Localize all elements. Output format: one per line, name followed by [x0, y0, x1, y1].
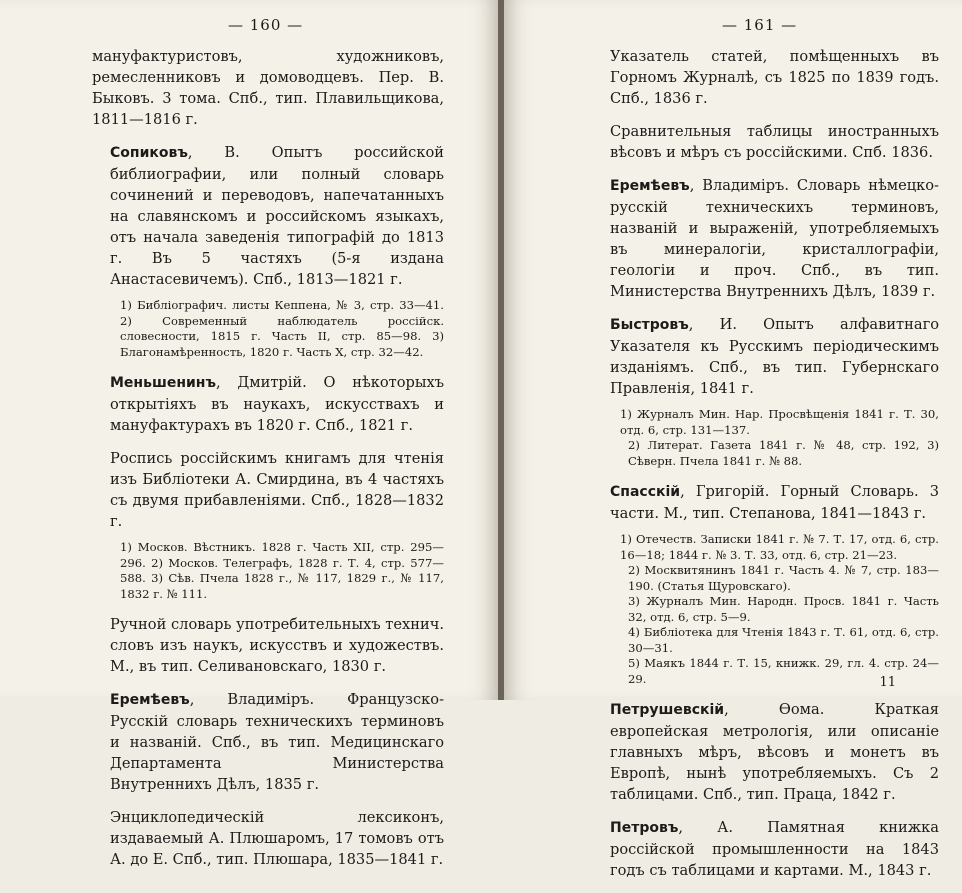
entry-text: мануфактуристовъ, художниковъ, ремесленниковъ и домоводцевъ. Пер. В. Быковъ. 3 тома. Спб., тип. Плавильщикова, 1811—1816 г.: [92, 48, 444, 128]
page-text-column: [592, 46, 939, 893]
bibliography-entry: [92, 689, 444, 795]
footnote-line: 4) Библіотека для Чтенія 1843 г. Т. 61, отд. 6, стр. 30—31.: [628, 625, 939, 655]
entry-author: Сопиковъ: [110, 145, 188, 161]
bibliography-entry: [592, 175, 939, 302]
footnote-line: 1) Журналъ Мин. Нар. Просвѣщенія 1841 г. Т. 30, отд. 6, стр. 131—137.: [620, 407, 939, 437]
footnote-line: 1) Москов. Вѣстникъ. 1828 г. Часть XII, стр. 295—296. 2) Москов. Телеграфъ, 1828 г. Т. 4, стр. 577—588. 3) Сѣв. Пчела 1828 г., № 117, 1829 г., № 117, 1832 г. № 111.: [120, 540, 444, 601]
bibliography-entry: [92, 372, 444, 436]
entry-author: Петровъ: [610, 820, 679, 836]
entry-author: Петрушевскій: [610, 702, 725, 718]
bibliography-entry: [592, 481, 939, 524]
entry-text: , Григорій. Горный Словарь. 3 части. М., тип. Степанова, 1841—1843 г.: [610, 483, 939, 522]
page-text-column: [92, 46, 444, 882]
footnote: [92, 298, 444, 360]
footnote: [592, 407, 939, 469]
bibliography-entry: [592, 817, 939, 881]
entry-author: Еремѣевъ: [610, 178, 690, 194]
right-page: [504, 0, 962, 879]
footnote-line: 2) Москвитянинъ 1841 г. Часть 4. № 7, стр. 183—190. (Статья Щуровскаго).: [628, 563, 939, 593]
entry-author: Быстровъ: [610, 317, 689, 333]
entry-text: , Владиміръ. Французско-Русскій словарь техническихъ терминовъ и названій. Спб., въ тип. Медицинскаго Департамента Министерства Внутреннихъ Дѣлъ, 1835 г.: [110, 691, 444, 793]
paragraph: [592, 121, 939, 163]
signature-mark: 11: [879, 675, 896, 690]
bibliography-entry: [92, 142, 444, 290]
entry-text: , И. Опытъ алфавитнаго Указателя къ Русскимъ періодическимъ изданіямъ. Спб., въ тип. Губернскаго Правленія, 1841 г.: [610, 316, 939, 397]
entry-author: Еремѣевъ: [110, 692, 190, 708]
page-number: — 160 —: [228, 16, 304, 34]
paragraph: [92, 807, 444, 870]
footnote-line: 1) Библіографич. листы Кеппена, № 3, стр. 33—41. 2) Современный наблюдатель россійск. словесности, 1815 г. Часть II, стр. 85—98. 3) Благонамѣренность, 1820 г. Часть X, стр. 32—42.: [120, 298, 444, 359]
entry-text: , Владиміръ. Словарь нѣмецко-русскій техническихъ терминовъ, названій и выраженій, употребляемыхъ въ минералогіи, кристаллографіи, геологіи и проч. Спб., въ тип. Министерства Внутреннихъ Дѣлъ, 1839 г.: [610, 177, 939, 300]
entry-text: , А. Памятная книжка россійской промышленности на 1843 годъ съ таблицами и картами. М., 1843 г.: [610, 819, 939, 879]
entry-text: , Дмитрій. О нѣкоторыхъ открытіяхъ въ наукахъ, искусствахъ и мануфактурахъ въ 1820 г. Спб., 1821 г.: [110, 374, 444, 434]
entry-author: Спасскій: [610, 484, 681, 500]
paragraph: [92, 614, 444, 677]
entry-text: Сравнительныя таблицы иностранныхъ вѣсовъ и мѣръ съ россійскими. Спб. 1836.: [610, 123, 939, 161]
paragraph: [92, 448, 444, 532]
entry-author: Меньшенинъ: [110, 375, 216, 391]
entry-text: Ручной словарь употребительныхъ технич. словъ изъ наукъ, искусствъ и художествъ. М., въ тип. Селивановскаго, 1830 г.: [110, 616, 444, 675]
entry-text: Указатель статей, помѣщенныхъ въ Горномъ Журналѣ, съ 1825 по 1839 годъ. Спб., 1836 г.: [610, 48, 939, 107]
footnote-line: 1) Отечеств. Записки 1841 г. № 7. Т. 17, отд. 6, стр. 16—18; 1844 г. № 3. Т. 33, отд. 6, стр. 21—23.: [620, 532, 939, 562]
page-number: — 161 —: [722, 16, 798, 34]
footnote-line: 5) Маякъ 1844 г. Т. 15, книжк. 29, гл. 4. стр. 24—29.: [628, 656, 939, 686]
footnote: [92, 540, 444, 602]
footnote: [592, 532, 939, 687]
entry-text: , Ѳома. Краткая европейская метрологія, или описаніе главныхъ мѣръ, вѣсовъ и монетъ въ Европѣ, нынѣ употребляемыхъ. Съ 2 таблицами. Спб., тип. Праца, 1842 г.: [610, 701, 939, 803]
entry-text: Роспись россійскимъ книгамъ для чтенія изъ Библіотеки А. Смирдина, въ 4 частяхъ съ двумя прибавленіями. Спб., 1828—1832 г.: [110, 450, 444, 530]
paragraph: [92, 46, 444, 130]
paragraph: [592, 46, 939, 109]
footnote-line: 3) Журналъ Мин. Народн. Просв. 1841 г. Часть 32, отд. 6, стр. 5—9.: [628, 594, 939, 624]
bibliography-entry: [592, 699, 939, 805]
entry-text: Энциклопедическій лексиконъ, издаваемый А. Плюшаромъ, 17 томовъ отъ А. до Е. Спб., тип. Плюшара, 1835—1841 г.: [110, 809, 444, 868]
entry-text: , В. Опытъ российской библиографии, или полный словарь сочинений и переводовъ, напечатанныхъ на славянскомъ и российскомъ языкахъ, отъ начала заведенія типографій до 1813 г. Въ 5 частяхъ (5-я издана Анастасевичемъ). Спб., 1813—1821 г.: [110, 144, 444, 288]
bibliography-entry: [592, 314, 939, 399]
footnote-line: 2) Литерат. Газета 1841 г. № 48, стр. 192, 3) Сѣверн. Пчела 1841 г. № 88.: [628, 438, 939, 468]
